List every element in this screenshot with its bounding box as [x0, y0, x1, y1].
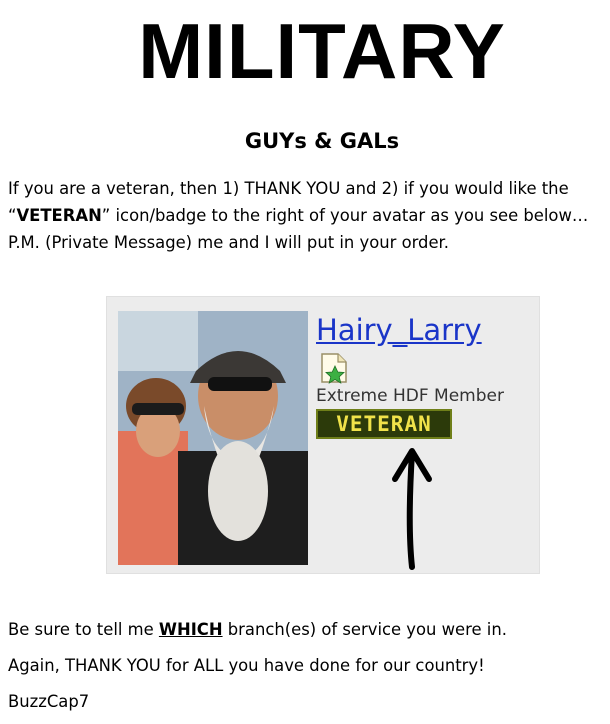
- arrow-up-icon: [387, 443, 447, 571]
- document-star-icon: [318, 352, 352, 386]
- forum-post-example: [106, 296, 540, 574]
- intro-line-2-rest: ” icon/badge to the right of your avatar as you see below…: [101, 206, 589, 225]
- which-emphasis: WHICH: [158, 620, 223, 639]
- page-title: MILITARY: [138, 7, 506, 95]
- veteran-emphasis: VETERAN: [16, 206, 102, 225]
- intro-paragraph: [8, 175, 610, 256]
- username-link[interactable]: Hairy_Larry: [316, 313, 482, 347]
- veteran-badge: VETERAN: [316, 409, 452, 439]
- signature: BuzzCap7: [8, 692, 90, 711]
- intro-line-1: If you are a veteran, then 1) THANK YOU and 2) if you would like the: [8, 179, 569, 198]
- quote-open: “: [8, 206, 17, 225]
- closing-line-1: [8, 620, 507, 639]
- member-title: Extreme HDF Member: [316, 386, 504, 406]
- intro-line-2: [8, 202, 610, 229]
- closing-line-2: Again, THANK YOU for ALL you have done for our country!: [8, 656, 485, 675]
- closing-line-1-start: Be sure to tell me: [8, 620, 159, 639]
- closing-line-1-end: branch(es) of service you were in.: [222, 620, 507, 639]
- avatar-photo: [118, 311, 308, 565]
- intro-line-3: P.M. (Private Message) me and I will put in your order.: [8, 233, 449, 252]
- page-subtitle: GUYs & GALs: [244, 129, 400, 153]
